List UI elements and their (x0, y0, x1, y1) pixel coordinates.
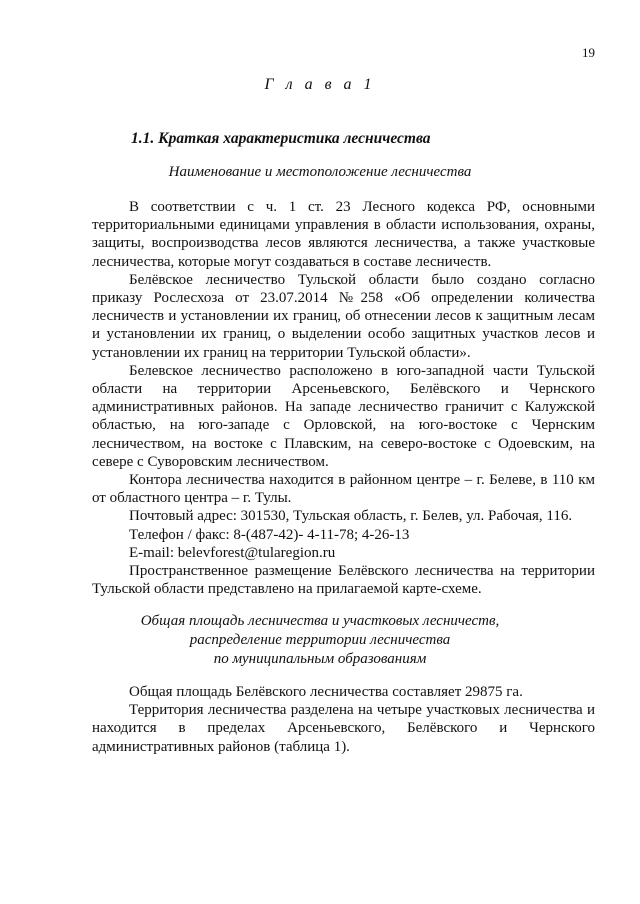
paragraph-email: E-mail: belevforest@tularegion.ru (129, 544, 336, 561)
page-number: 19 (582, 45, 595, 60)
paragraph-district-division: Территория лесничества разделена на четыре участковых лесничества и находится в пределах Арсеньевского, Белёвского и Чернского административных районов (таблица 1). (92, 702, 595, 755)
area-text-block (92, 683, 595, 756)
chapter-heading: Г л а в а 1 (264, 76, 376, 93)
location-text-block (92, 198, 595, 598)
paragraph-postal-address: Почтовый адрес: 301530, Тульская область, г. Белев, ул. Рабочая, 116. (129, 508, 573, 525)
paragraph-total-area: Общая площадь Белёвского лесничества составляет 29875 га. (129, 684, 523, 700)
section-title: 1.1. Краткая характеристика лесничества (131, 130, 431, 147)
paragraph-location-borders: Белевское лесничество расположено в юго-западной части Тульской области на территории Арсеньевского, Белёвского и Чернского административных районов. На западе лесничество граничит с Калужской областью, на юго-западе с Орловской, на юго-востоке с Чернским лесничеством, на востоке с Плавским, на северо-востоке с Одоевским, на севере с Суворовским лесничеством. (92, 362, 595, 470)
subsection-title-location: Наименование и местоположение лесничества (168, 164, 472, 180)
paragraph-creation-order: Белёвское лесничество Тульской области было создано согласно приказу Рослесхоза от 23.07.2014 №258 «Об определении количества лесничеств и установлении их границ, об отнесении лесов к защитным лесам и установлении их границ, о выделении особо защитных участков лесов и установлении их границ на территории Тульской области». (92, 271, 595, 361)
subsection-title-area (0, 612, 640, 669)
subsection-title-line: распределение территории лесничества (189, 632, 451, 648)
subsection-title-line: по муниципальным образованиям (213, 651, 427, 667)
paragraph-forest-code: В соответствии с ч. 1 ст. 23 Лесного кодекса РФ, основными территориальными единицами управления в области использования, охраны, защиты, воспроизводства лесов являются лесничества, а также участковые лесничества, которые могут создаваться в составе лесничеств. (92, 199, 595, 270)
paragraph-phone-fax: Телефон / факс: 8-(487-42)- 4-11-78; 4-26-13 (129, 526, 410, 543)
paragraph-office-location: Контора лесничества находится в районном центре – г. Белеве, в 110 км от областного центра – г. Тулы. (92, 472, 595, 507)
subsection-title-line: Общая площадь лесничества и участковых лесничеств, (140, 613, 500, 629)
paragraph-map-reference: Пространственное размещение Белёвского лесничества на территории Тульской области представлено на прилагаемой карте-схеме. (92, 563, 595, 598)
